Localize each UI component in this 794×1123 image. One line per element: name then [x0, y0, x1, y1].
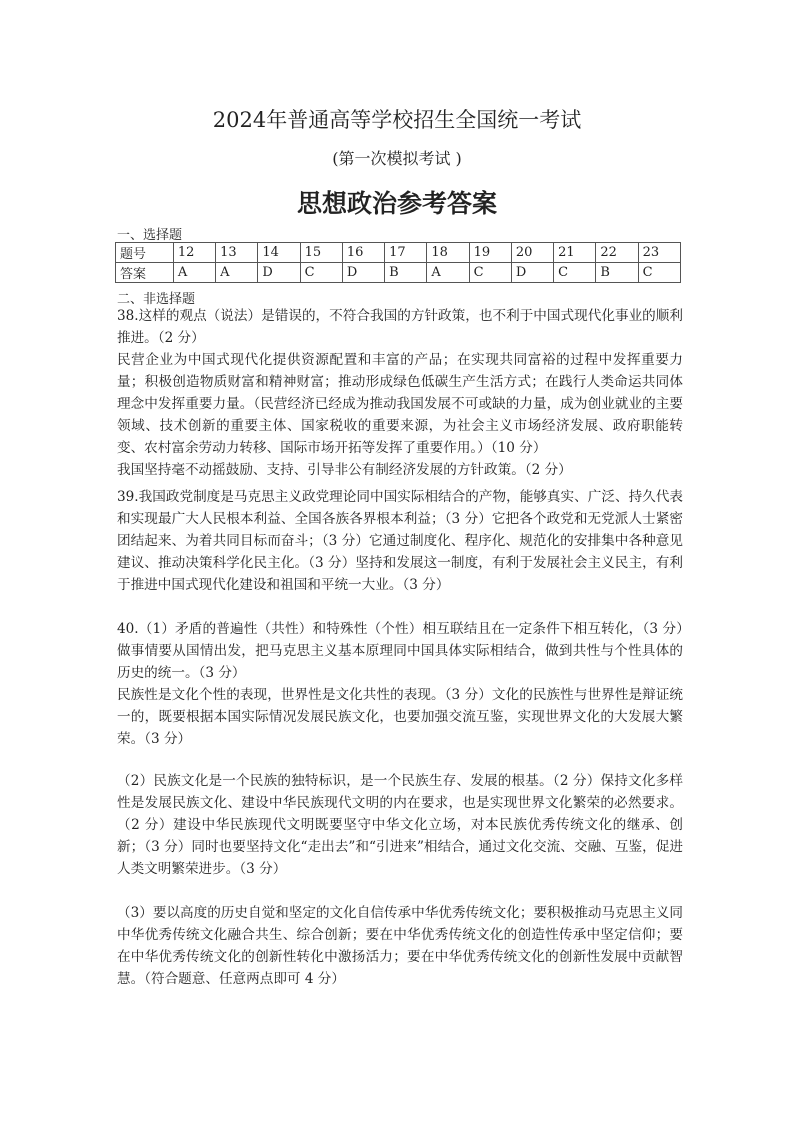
section-nonchoice: 二、非选择题 — [117, 292, 196, 307]
table-cell: D — [258, 263, 300, 283]
table-cell: 15 — [300, 243, 342, 263]
table-cell: B — [596, 263, 638, 283]
answer-40-1-p2: 民族性是文化个性的表现，世界性是文化共性的表现。（3 分）文化的民族性与世界性是辩证统一的，既要根据本国实际情况发展民族文化，也要加强交流互鉴，实现世界文化的大发展大繁荣。（3 分） — [117, 687, 683, 747]
table-cell: C — [300, 263, 342, 283]
table-cell: 18 — [427, 243, 469, 263]
table-cell: 22 — [596, 243, 638, 263]
exam-subtitle: (第一次模拟考试 ) — [332, 149, 462, 168]
table-cell: C — [469, 263, 511, 283]
answer-40-3: （3）要以高度的历史自觉和坚定的文化自信传承中华优秀传统文化；要积极推动马克思主义同中华优秀传统文化融合共生、综合创新；要在中华优秀传统文化的创造性传承中坚定信仰；要在中华优秀传统文化的创新性转化中激扬活力；要在中华优秀传统文化的创新性发展中贡献智慧。（符合题意、任意两点即可 4 分） — [117, 905, 683, 987]
table-cell: C — [554, 263, 596, 283]
table-cell: D — [342, 263, 384, 283]
table-cell: 23 — [638, 243, 680, 263]
table-row-answer — [116, 263, 681, 283]
answer-38-p1: 38.这样的观点（说法）是错误的，不符合我国的方针政策，也不利于中国式现代化事业的顺利推进。（2 分） — [117, 308, 683, 346]
table-cell: 20 — [511, 243, 553, 263]
answer-39: 39.我国政党制度是马克思主义政党理论同中国实际相结合的产物，能够真实、广泛、持久代表和实现最广大人民根本利益、全国各族各界根本利益；（3 分）它把各个政党和无党派人士紧密团结起来、为着共同目标而奋斗；（3 分）它通过制度化、程序化、规范化的安排集中各种意见建议、推动决策科学化民主化。（3 分）坚持和发展这一制度，有利于发展社会主义民主，有利于推进中国式现代化建设和祖国和平统一大业。（3 分） — [117, 489, 683, 593]
table-cell: 21 — [554, 243, 596, 263]
table-cell: 14 — [258, 243, 300, 263]
answer-38-p2: 民营企业为中国式现代化提供资源配置和丰富的产品；在实现共同富裕的过程中发挥重要力量；积极创造物质财富和精神财富；推动形成绿色低碳生产生活方式；在践行人类命运共同体理念中发挥重要力量。（民营经济已经成为推动我国发展不可或缺的力量，成为创业就业的主要领域、技术创新的重要主体、国家税收的重要来源，为社会主义市场经济发展、政府职能转变、农村富余劳动力转移、国际市场开拓等发挥了重要作用。）（10 分） — [117, 352, 683, 456]
section-choice: 一、选择题 — [117, 228, 183, 243]
table-header-cell: 题号 — [116, 243, 174, 263]
answer-40-1 — [117, 618, 683, 750]
exam-title: 2024年普通高等学校招生全国统一考试 — [212, 108, 582, 132]
table-cell: A — [427, 263, 469, 283]
table-cell: A — [173, 263, 215, 283]
table-cell: D — [511, 263, 553, 283]
answer-40-1-p1: 40.（1）矛盾的普遍性（共性）和特殊性（个性）相互联结且在一定条件下相互转化，（3 分）做事情要从国情出发，把马克思主义基本原理同中国具体实际相结合，做到共性与个性具体的历史的统一。（3 分） — [117, 621, 683, 681]
answer-table — [115, 242, 681, 283]
table-cell: 17 — [385, 243, 427, 263]
table-cell: 12 — [173, 243, 215, 263]
table-cell: 19 — [469, 243, 511, 263]
answer-40-2: （2）民族文化是一个民族的独特标识，是一个民族生存、发展的根基。（2 分）保持文化多样性是发展民族文化、建设中华民族现代文明的内在要求，也是实现世界文化繁荣的必然要求。（2 分）建设中华民族现代文明既要坚守中华文化立场，对本民族优秀传统文化的继承、创新；（3 分）同时也要坚持文化“走出去”和“引进来”相结合，通过文化交流、交融、互鉴，促进人类文明繁荣进步。（3 分） — [117, 773, 683, 877]
table-cell: A — [216, 263, 258, 283]
table-row-question — [116, 243, 681, 263]
answer-38 — [117, 305, 683, 481]
table-cell: 13 — [216, 243, 258, 263]
table-cell: 16 — [342, 243, 384, 263]
table-cell: C — [638, 263, 680, 283]
page-heading: 思想政治参考答案 — [296, 189, 497, 218]
table-cell: B — [385, 263, 427, 283]
answer-38-p3: 我国坚持毫不动摇鼓励、支持、引导非公有制经济发展的方针政策。（2 分） — [117, 462, 572, 478]
table-header-cell: 答案 — [116, 263, 174, 283]
